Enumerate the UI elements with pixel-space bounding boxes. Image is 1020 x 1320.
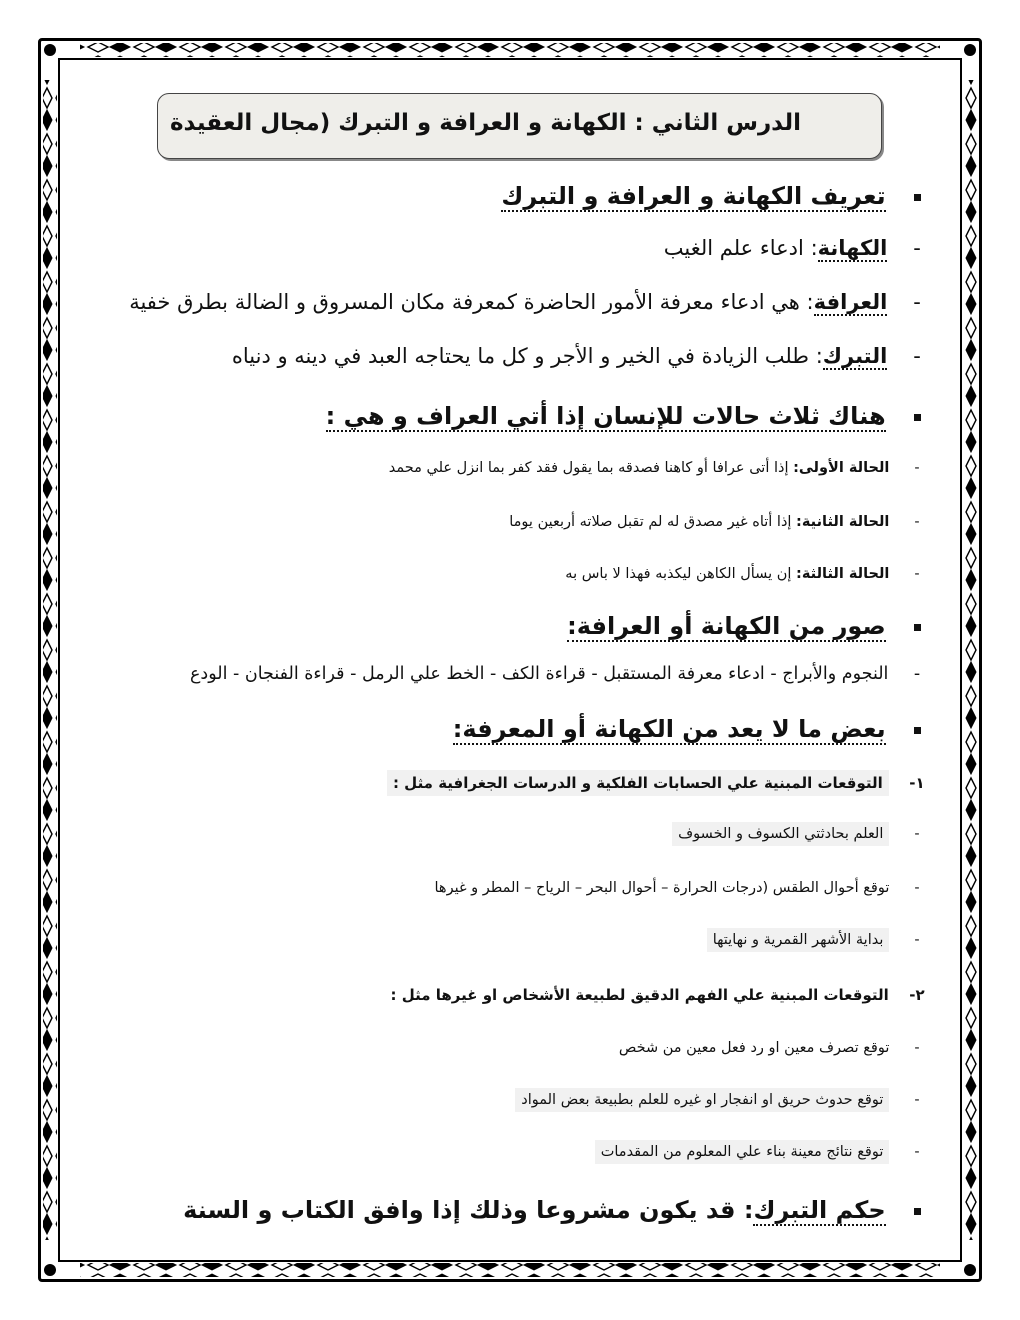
bullet-square-icon bbox=[906, 612, 928, 640]
definition-tabarruk: - التبرك: طلب الزيادة في الخير و الأجر و كل ما يحتاجه العبد في دينه و دنياه bbox=[231, 344, 921, 368]
item-1: ١- التوقعات المبنية علي الحسابات الفلكية و الدرسات الجغرافية مثل : bbox=[387, 774, 928, 792]
lesson-title: الدرس الثاني : الكهانة و العرافة و التبرك (مجال العقيدة bbox=[169, 110, 801, 136]
item-1-a: - العلم بحادثتي الكسوف و الخسوف bbox=[672, 826, 928, 842]
case-3: - الحالة الثالثة: إن يسأل الكاهن ليكذبه فهذا لا باس به bbox=[565, 566, 920, 582]
heading-ruling: حكم التبرك: قد يكون مشروعا وذلك إذا وافق الكتاب و السنة bbox=[183, 1196, 928, 1224]
definition-iraafa: - العرافة: هي ادعاء معرفة الأمور الحاضرة كمعرفة مكان المسروق و الضالة بطرق خفية bbox=[129, 290, 921, 314]
heading-definitions: تعريف الكهانة و العرافة و التبرك bbox=[501, 182, 928, 210]
item-2-a: - توقع تصرف معين او رد فعل معين من شخص bbox=[618, 1040, 920, 1056]
bullet-square-icon bbox=[906, 402, 928, 430]
case-2: - الحالة الثانية: إذا أتاه غير مصدق له لم تقبل صلاته أربعين يوما bbox=[509, 514, 920, 530]
lesson-title-box bbox=[157, 93, 882, 159]
bullet-square-icon bbox=[906, 715, 928, 743]
item-2-c: - توقع نتائج معينة بناء علي المعلوم من المقدمات bbox=[595, 1144, 928, 1160]
item-1-b: - توقع أحوال الطقس (درجات الحرارة – أحوال البحر – الرياح – المطر و غيرها bbox=[434, 880, 920, 896]
heading-not-kahana: بعض ما لا يعد من الكهانة أو المعرفة: bbox=[453, 715, 928, 743]
bullet-square-icon bbox=[906, 182, 928, 210]
forms-list: - النجوم والأبراج - ادعاء معرفة المستقبل - قراءة الكف - الخط علي الرمل - قراءة الفنجان - الودع bbox=[189, 664, 921, 684]
item-2: ٢- التوقعات المبنية علي الفهم الدقيق لطبيعة الأشخاص او غيرها مثل : bbox=[390, 986, 925, 1004]
item-1-c: - بداية الأشهر القمرية و نهايتها bbox=[707, 932, 928, 948]
bullet-square-icon bbox=[906, 1196, 928, 1224]
case-1: - الحالة الأولى: إذا أتى عرافا أو كاهنا فصدقه بما يقول فقد كفر بما انزل علي محمد bbox=[388, 460, 920, 476]
heading-cases: هناك ثلاث حالات للإنسان إذا أتي العراف و هي : bbox=[326, 402, 928, 430]
definition-kahana: - الكهانة: ادعاء علم الغيب bbox=[663, 236, 921, 260]
item-2-b: - توقع حدوث حريق او انفجار او غيره للعلم بطبيعة بعض المواد bbox=[515, 1092, 928, 1108]
heading-forms: صور من الكهانة أو العرافة: bbox=[567, 612, 928, 640]
